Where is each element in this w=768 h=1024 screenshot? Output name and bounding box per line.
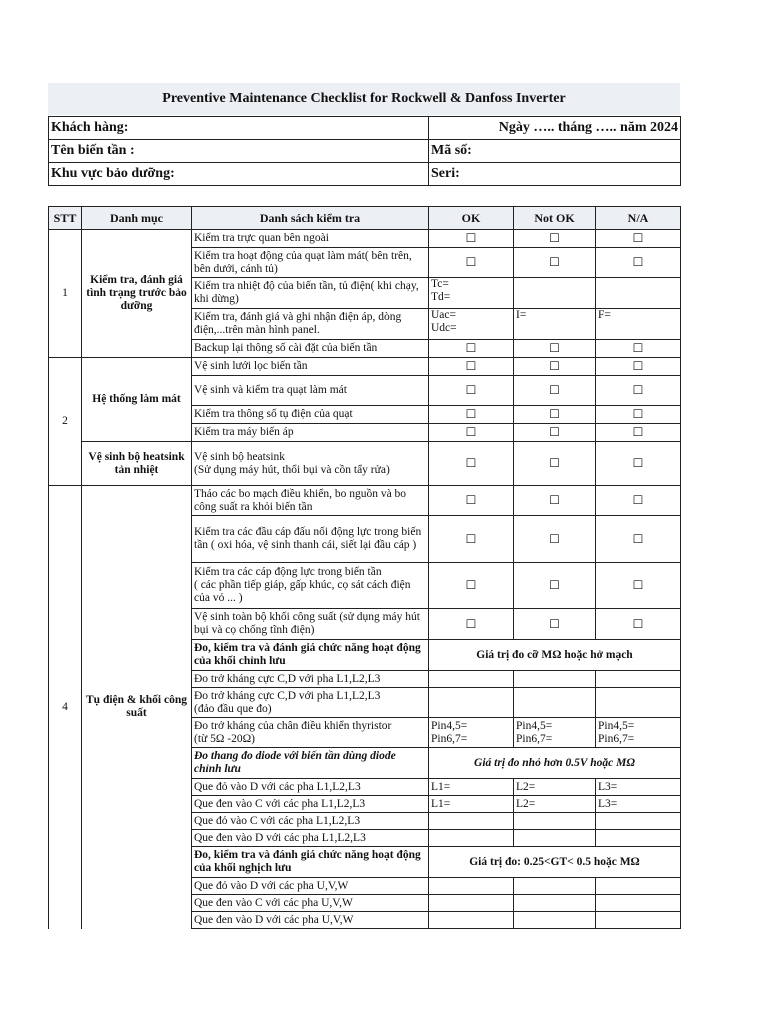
not-ok-checkbox[interactable]: ☐ <box>514 248 596 278</box>
table-row <box>49 442 681 486</box>
blank-cell[interactable] <box>514 688 596 718</box>
na-checkbox[interactable]: ☐ <box>596 442 681 486</box>
table-row <box>49 486 681 516</box>
ok-checkbox[interactable]: ☐ <box>429 563 514 609</box>
blank-cell[interactable] <box>596 688 681 718</box>
group-number: 1 <box>49 230 82 358</box>
pin67-label: Pin6,7= <box>431 732 468 745</box>
check-item: Kiểm tra thông số tụ điện của quạt <box>192 406 429 424</box>
code-field[interactable]: Mã số: <box>429 140 681 163</box>
ok-checkbox[interactable]: ☐ <box>429 230 514 248</box>
ok-checkbox[interactable]: ☐ <box>429 609 514 640</box>
checklist-table <box>48 206 681 929</box>
ok-checkbox[interactable]: ☐ <box>429 406 514 424</box>
not-ok-checkbox[interactable]: ☐ <box>514 486 596 516</box>
blank-cell[interactable] <box>429 912 514 929</box>
check-item: Kiểm tra nhiệt độ của biến tần, tủ điện( khi chạy, khi dừng) <box>192 278 429 309</box>
section-title: Đo, kiểm tra và đánh giá chức năng hoạt động của khối nghịch lưu <box>192 847 429 878</box>
group-number: 4 <box>49 486 82 929</box>
pin45-label: Pin4,5= <box>598 719 635 732</box>
voltage-input[interactable] <box>429 309 514 340</box>
na-checkbox[interactable]: ☐ <box>596 406 681 424</box>
header-not-ok: Not OK <box>514 207 596 230</box>
l1-input[interactable]: L1= <box>429 779 514 796</box>
blank-cell[interactable] <box>429 878 514 895</box>
header-category: Danh mục <box>82 207 192 230</box>
td-label: Td= <box>431 291 451 303</box>
check-item: Tháo các bo mạch điều khiển, bo nguồn và bo công suất ra khỏi biến tần <box>192 486 429 516</box>
temperature-input[interactable] <box>429 278 514 309</box>
group-category: Vệ sinh bộ heatsink tản nhiệt <box>82 442 192 486</box>
check-item-line: Đo trở kháng cực C,D với pha L1,L2,L3 <box>194 689 381 702</box>
blank-cell[interactable] <box>514 278 596 309</box>
pin-input[interactable] <box>429 718 514 748</box>
group-number: 2 <box>49 358 82 486</box>
ok-checkbox[interactable]: ☐ <box>429 516 514 563</box>
blank-cell[interactable] <box>429 813 514 830</box>
na-checkbox[interactable]: ☐ <box>596 358 681 376</box>
check-item: Vệ sinh lưới lọc biến tần <box>192 358 429 376</box>
header-ok: OK <box>429 207 514 230</box>
ok-checkbox[interactable]: ☐ <box>429 358 514 376</box>
check-item-line: Đo trở kháng của chân điều khiển thyristor <box>194 719 392 732</box>
pin45-label: Pin4,5= <box>516 719 553 732</box>
na-checkbox[interactable]: ☐ <box>596 230 681 248</box>
group-category: Kiểm tra, đánh giá tình trạng trước bảo dưỡng <box>82 230 192 358</box>
ok-checkbox[interactable]: ☐ <box>429 340 514 358</box>
current-input[interactable]: I= <box>514 309 596 340</box>
check-item: Que đỏ vào D với các pha L1,L2,L3 <box>192 779 429 796</box>
frequency-input[interactable]: F= <box>596 309 681 340</box>
section-note: Giá trị đo: 0.25<GT< 0.5 hoặc MΩ <box>429 847 681 878</box>
check-item: Kiểm tra trực quan bên ngoài <box>192 230 429 248</box>
blank-cell[interactable] <box>514 895 596 912</box>
na-checkbox[interactable]: ☐ <box>596 563 681 609</box>
not-ok-checkbox[interactable]: ☐ <box>514 424 596 442</box>
l3-input[interactable]: L3= <box>596 796 681 813</box>
header-na: N/A <box>596 207 681 230</box>
customer-field[interactable]: Khách hàng: <box>49 117 429 140</box>
check-item-line: Kiểm tra các cáp động lực trong biến tần <box>194 566 382 578</box>
check-item <box>192 442 429 486</box>
blank-cell[interactable] <box>514 830 596 847</box>
check-item: Vệ sinh toàn bộ khối công suất (sử dụng máy hút bụi và cọ chống tĩnh điện) <box>192 609 429 640</box>
check-item: Kiểm tra các đầu cáp đấu nối động lực trong biến tần ( oxi hóa, vệ sinh thanh cái, siết lại đầu cáp ) <box>192 516 429 563</box>
check-item: Que đỏ vào D với các pha U,V,W <box>192 878 429 895</box>
section-note: Giá trị đo cỡ MΩ hoặc hở mạch <box>429 640 681 671</box>
pin45-label: Pin4,5= <box>431 719 468 732</box>
section-title: Đo thang đo diode với biến tần dùng diode chỉnh lưu <box>192 748 429 779</box>
l2-input[interactable]: L2= <box>514 796 596 813</box>
check-item: Backup lại thông số cài đặt của biến tần <box>192 340 429 358</box>
table-row <box>49 230 681 248</box>
blank-cell[interactable] <box>514 671 596 688</box>
udc-label: Udc= <box>431 322 457 334</box>
check-item-line: ( các phần tiếp giáp, gấp khúc, cọ sát cách điện của vỏ ... ) <box>194 579 411 604</box>
table-row <box>49 358 681 376</box>
check-item: Que đen vào C với các pha L1,L2,L3 <box>192 796 429 813</box>
inverter-name-field[interactable]: Tên biến tần : <box>49 140 429 163</box>
ok-checkbox[interactable]: ☐ <box>429 442 514 486</box>
blank-cell[interactable] <box>514 813 596 830</box>
blank-cell[interactable] <box>429 671 514 688</box>
not-ok-checkbox[interactable]: ☐ <box>514 230 596 248</box>
uac-label: Uac= <box>431 309 456 321</box>
blank-cell[interactable] <box>429 895 514 912</box>
group-category: Hệ thống làm mát <box>82 358 192 442</box>
pin-input[interactable] <box>596 718 681 748</box>
customer-info-table <box>48 116 681 186</box>
na-checkbox[interactable]: ☐ <box>596 486 681 516</box>
header-stt: STT <box>49 207 82 230</box>
not-ok-checkbox[interactable]: ☐ <box>514 358 596 376</box>
check-item <box>192 718 429 748</box>
check-item: Đo trở kháng cực C,D với pha L1,L2,L3 <box>192 671 429 688</box>
na-checkbox[interactable]: ☐ <box>596 376 681 406</box>
date-field[interactable]: Ngày ….. tháng ….. năm 2024 <box>429 117 681 140</box>
na-checkbox[interactable]: ☐ <box>596 424 681 442</box>
pin-input[interactable] <box>514 718 596 748</box>
blank-cell[interactable] <box>596 895 681 912</box>
table-header <box>49 207 681 230</box>
ok-checkbox[interactable]: ☐ <box>429 424 514 442</box>
not-ok-checkbox[interactable]: ☐ <box>514 516 596 563</box>
ok-checkbox[interactable]: ☐ <box>429 376 514 406</box>
blank-cell[interactable] <box>596 912 681 929</box>
not-ok-checkbox[interactable]: ☐ <box>514 442 596 486</box>
blank-cell[interactable] <box>514 878 596 895</box>
tc-label: Tc= <box>431 278 449 290</box>
group-category: Tụ điện & khối công suất <box>82 486 192 929</box>
not-ok-checkbox[interactable]: ☐ <box>514 563 596 609</box>
check-item: Que đen vào C với các pha U,V,W <box>192 895 429 912</box>
section-note: Giá trị đo nhỏ hơn 0.5V hoặc MΩ <box>429 748 681 779</box>
header-checklist: Danh sách kiểm tra <box>192 207 429 230</box>
ok-checkbox[interactable]: ☐ <box>429 248 514 278</box>
not-ok-checkbox[interactable]: ☐ <box>514 376 596 406</box>
not-ok-checkbox[interactable]: ☐ <box>514 340 596 358</box>
check-item-line: (Sử dụng máy hút, thổi bụi và cồn tẩy rửa) <box>194 463 390 476</box>
blank-cell[interactable] <box>596 830 681 847</box>
section-title: Đo, kiểm tra và đánh giá chức năng hoạt động của khối chỉnh lưu <box>192 640 429 671</box>
ok-checkbox[interactable]: ☐ <box>429 486 514 516</box>
page-title: Preventive Maintenance Checklist for Rockwell & Danfoss Inverter <box>48 83 680 115</box>
check-item: Que đen vào D với các pha L1,L2,L3 <box>192 830 429 847</box>
check-item <box>192 563 429 609</box>
check-item-line: (từ 5Ω -20Ω) <box>194 732 256 745</box>
check-item-line: (đảo đầu que đo) <box>194 702 272 715</box>
check-item: Kiểm tra, đánh giá và ghi nhận điện áp, dòng điện,...trên màn hình panel. <box>192 309 429 340</box>
l3-input[interactable]: L3= <box>596 779 681 796</box>
check-item: Que đỏ vào C với các pha L1,L2,L3 <box>192 813 429 830</box>
check-item: Kiểm tra hoạt động của quạt làm mát( bên trên, bên dưới, cánh tủ) <box>192 248 429 278</box>
l1-input[interactable]: L1= <box>429 796 514 813</box>
blank-cell[interactable] <box>596 878 681 895</box>
blank-cell[interactable] <box>429 830 514 847</box>
serial-field[interactable]: Seri: <box>429 163 681 186</box>
na-checkbox[interactable]: ☐ <box>596 340 681 358</box>
l2-input[interactable]: L2= <box>514 779 596 796</box>
pin67-label: Pin6,7= <box>598 732 635 745</box>
na-checkbox[interactable]: ☐ <box>596 248 681 278</box>
blank-cell[interactable] <box>596 813 681 830</box>
check-item <box>192 688 429 718</box>
not-ok-checkbox[interactable]: ☐ <box>514 406 596 424</box>
maintenance-area-field[interactable]: Khu vực bảo dưỡng: <box>49 163 429 186</box>
blank-cell[interactable] <box>514 912 596 929</box>
blank-cell[interactable] <box>596 278 681 309</box>
not-ok-checkbox[interactable]: ☐ <box>514 609 596 640</box>
na-checkbox[interactable]: ☐ <box>596 516 681 563</box>
na-checkbox[interactable]: ☐ <box>596 609 681 640</box>
check-item: Vệ sinh và kiểm tra quạt làm mát <box>192 376 429 406</box>
blank-cell[interactable] <box>429 688 514 718</box>
check-item: Kiểm tra máy biến áp <box>192 424 429 442</box>
blank-cell[interactable] <box>596 671 681 688</box>
check-item: Que đen vào D với các pha U,V,W <box>192 912 429 929</box>
pin67-label: Pin6,7= <box>516 732 553 745</box>
check-item-line: Vệ sinh bộ heatsink <box>194 450 286 463</box>
